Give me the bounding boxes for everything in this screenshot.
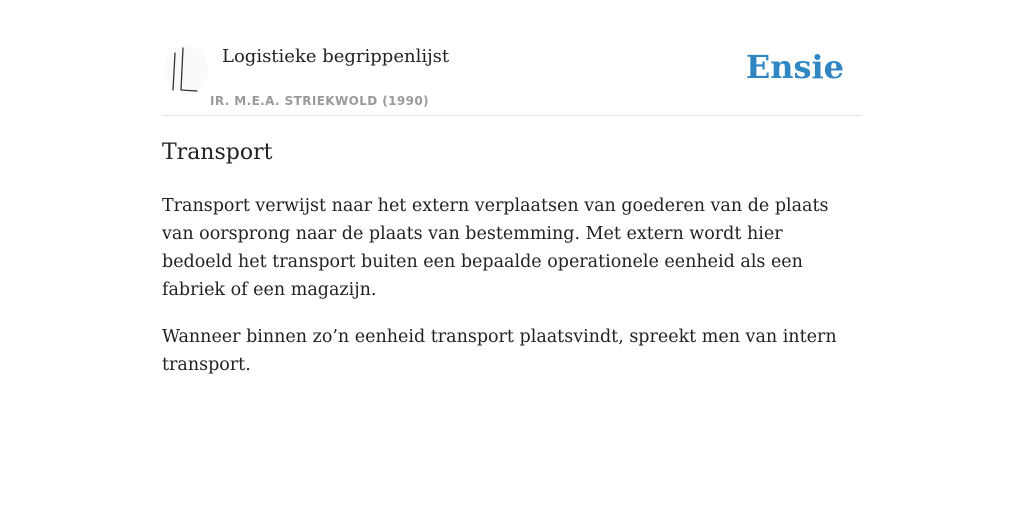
author-credit: IR. M.E.A. STRIEKWOLD (1990) bbox=[210, 94, 429, 108]
definition-paragraph: Transport verwijst naar het extern verplaatsen van goederen van de plaats van oorsprong naar de plaats van bestemming. Met extern wordt hier bedoeld het transport buiten een bepaalde operationele eenheid als een fabriek of een magazijn. bbox=[162, 196, 829, 300]
entry-title: Transport bbox=[162, 140, 273, 165]
book-title[interactable]: Logistieke begrippenlijst bbox=[222, 46, 450, 67]
handwritten-initials-logo-icon[interactable] bbox=[164, 46, 208, 94]
dictionary-header bbox=[162, 40, 862, 116]
brand-logo-link[interactable]: Ensie bbox=[745, 48, 844, 86]
entry-definition bbox=[162, 192, 852, 398]
definition-paragraph: Wanneer binnen zo’n eenheid transport plaatsvindt, spreekt men van intern transport. bbox=[162, 327, 837, 375]
